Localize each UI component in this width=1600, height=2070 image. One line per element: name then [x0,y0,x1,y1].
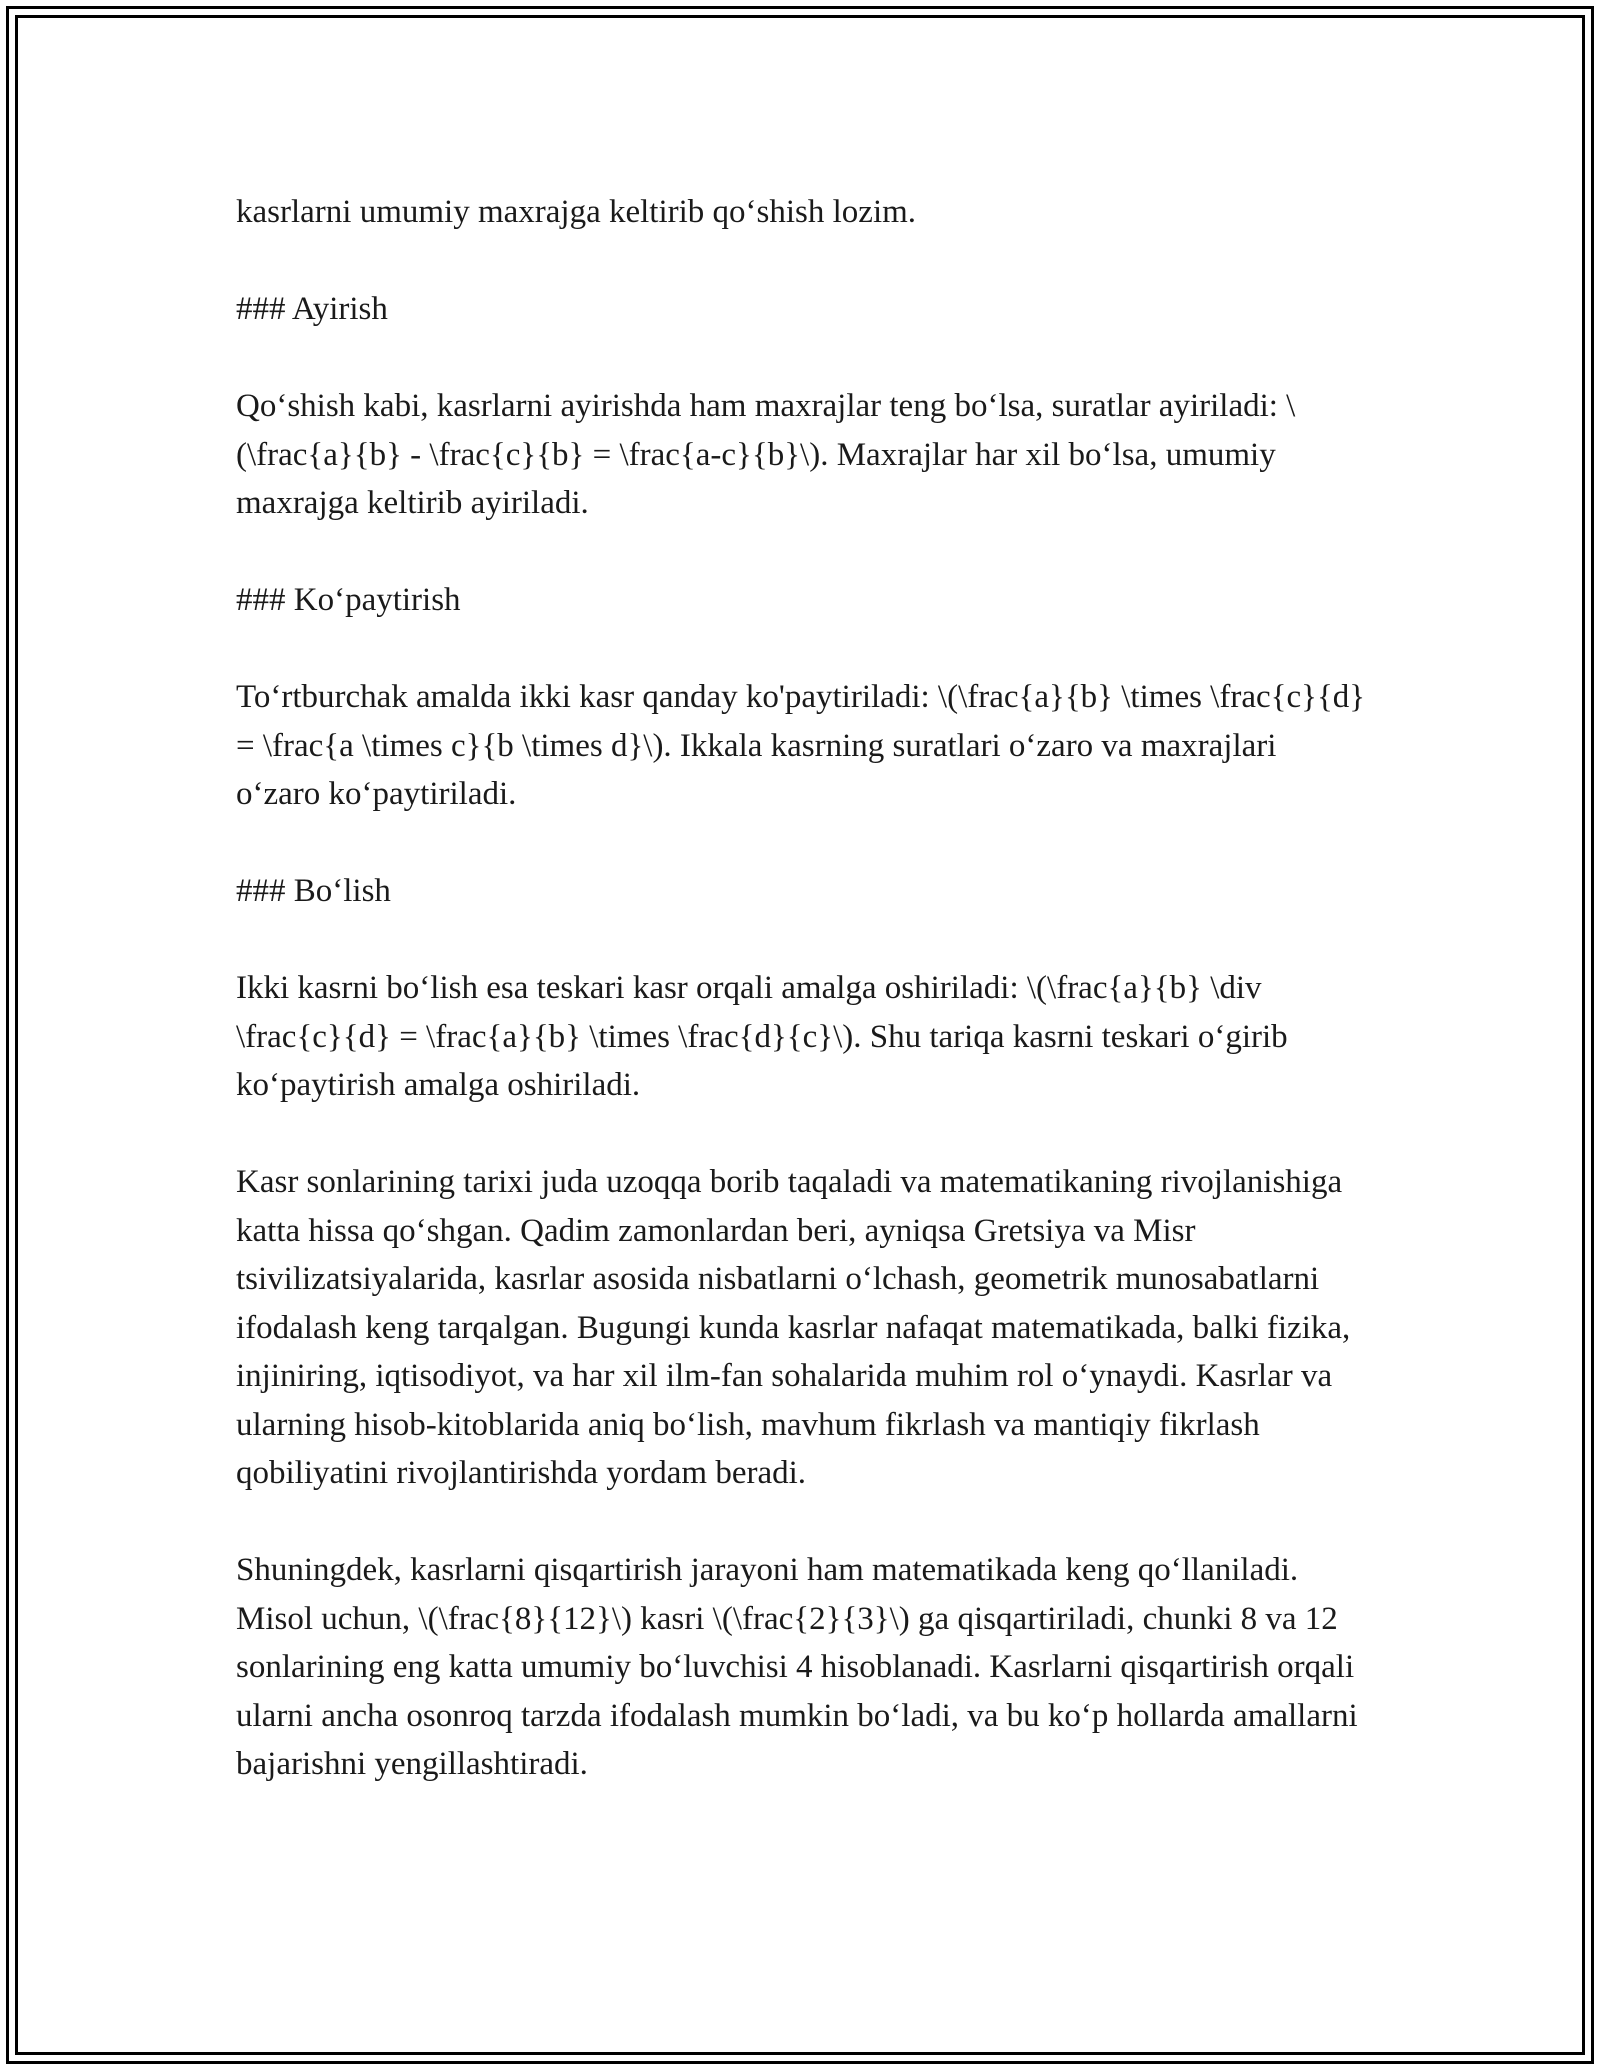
paragraph-history: Kasr sonlarining tarixi juda uzoqqa borib taqaladi va matematikaning rivojlanishiga katta hissa qo‘shgan. Qadim zamonlardan beri, ayniqsa Gretsiya va Misr tsivilizatsiyalarida, kasrlar asosida nisbatlarni o‘lchash, geometrik munosabatlarni ifodalash keng tarqalgan. Bugungi kunda kasrlar nafaqat matematikada, balki fizika, injiniring, iqtisodiyot, va har xil ilm-fan sohalarida muhim rol o‘ynaydi. Kasrlar va ularning hisob-kitoblarida aniq bo‘lish, mavhum fikrlash va mantiqiy fikrlash qobiliyatini rivojlantirishda yordam beradi. [236,1164,1351,1491]
paragraph-reduction: Shuningdek, kasrlarni qisqartirish jarayoni ham matematikada keng qo‘llaniladi. Misol uchun, \(\frac{8}{12}\) kasri \(\frac{2}{3}\) ga qisqartiriladi, chunki 8 va 12 sonlarining eng katta umumiy bo‘luvchisi 4 hisoblanadi. Kasrlarni qisqartirish orqali ularni ancha osonroq tarzda ifodalash mumkin bo‘ladi, va bu ko‘p hollarda amallarni bajarishni yengillashtiradi. [236,1552,1358,1782]
document-body [236,188,1366,1789]
paragraph-kopaytirish: To‘rtburchak amalda ikki kasr qanday ko'paytiriladi: \(\frac{a}{b} \times \frac{c}{d} = \frac{a \times c}{b \times d}\). Ikkala kasrning suratlari o‘zaro va maxrajlari o‘zaro ko‘paytiriladi. [236,679,1366,812]
paragraph-intro-continuation: kasrlarni umumiy maxrajga keltirib qo‘shish lozim. [236,194,917,230]
heading-bolish: ### Bo‘lish [236,873,391,909]
heading-kopaytirish: ### Ko‘paytirish [236,582,461,618]
paragraph-ayirish: Qo‘shish kabi, kasrlarni ayirishda ham maxrajlar teng bo‘lsa, suratlar ayiriladi: \(\frac{a}{b} - \frac{c}{b} = \frac{a-c}{b}\). Maxrajlar har xil bo‘lsa, umumiy maxrajga keltirib ayiriladi. [236,388,1296,521]
heading-ayirish: ### Ayirish [236,291,388,327]
paragraph-bolish: Ikki kasrni bo‘lish esa teskari kasr orqali amalga oshiriladi: \(\frac{a}{b} \div \frac{c}{d} = \frac{a}{b} \times \frac{d}{c}\). Shu tariqa kasrni teskari o‘girib ko‘paytirish amalga oshiriladi. [236,970,1288,1103]
